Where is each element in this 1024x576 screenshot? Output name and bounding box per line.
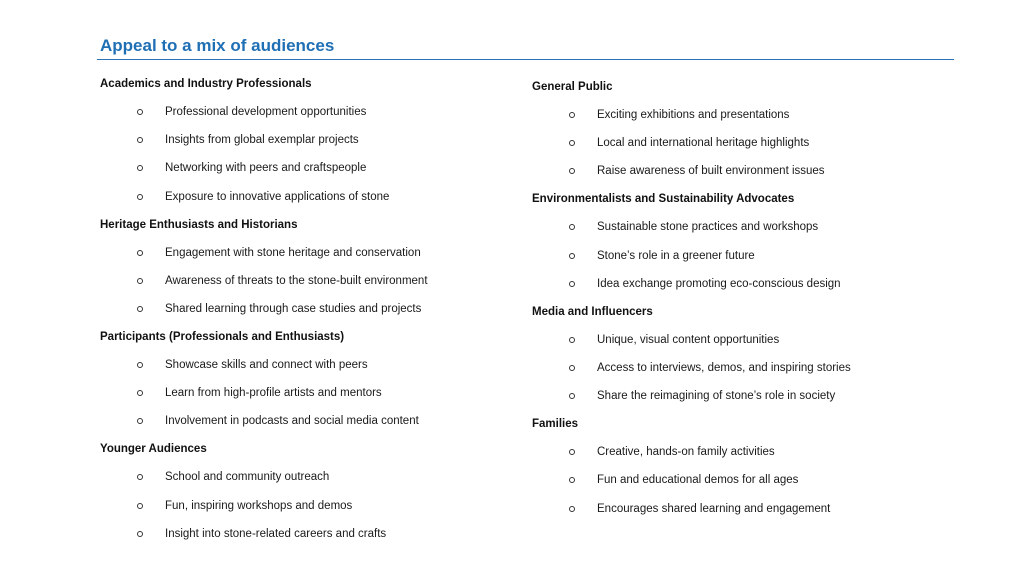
hollow-circle-bullet-icon [569, 337, 575, 343]
list-item-text: Fun and educational demos for all ages [597, 474, 799, 487]
list-item-text: Networking with peers and craftspeople [165, 162, 367, 175]
list-item-text: Access to interviews, demos, and inspiring stories [597, 361, 851, 374]
list-item-text: Creative, hands-on family activities [597, 446, 775, 459]
list-item [532, 330, 952, 350]
hollow-circle-bullet-icon [137, 250, 143, 256]
list-item-text: Insight into stone-related careers and crafts [165, 527, 387, 540]
list-item [532, 358, 952, 378]
list-item-text: Exciting exhibitions and presentations [597, 109, 790, 121]
audience-group-heading: Participants (Professionals and Enthusiasts) [100, 330, 345, 343]
list-item-text: Engagement with stone heritage and conservation [165, 246, 421, 259]
list-item-text: Professional development opportunities [165, 106, 367, 118]
list-item-text: Shared learning through case studies and projects [165, 302, 422, 315]
audience-benefit-list [100, 102, 520, 207]
list-item-text: Learn from high-profile artists and mentors [165, 387, 382, 400]
list-item [532, 470, 952, 490]
audience-benefit-list [100, 243, 520, 319]
list-item [100, 467, 520, 487]
list-item-text: Exposure to innovative applications of stone [165, 190, 390, 203]
left-column [100, 74, 520, 552]
list-item [532, 217, 952, 237]
hollow-circle-bullet-icon [137, 306, 143, 312]
list-item-text: Unique, visual content opportunities [597, 333, 780, 346]
list-item [532, 499, 952, 519]
hollow-circle-bullet-icon [569, 365, 575, 371]
list-item-text: Local and international heritage highlights [597, 137, 810, 150]
audience-group-heading: Environmentalists and Sustainability Advocates [532, 193, 795, 206]
audience-group-heading: Media and Influencers [532, 305, 653, 318]
audience-benefit-list [532, 105, 952, 181]
list-item [100, 411, 520, 431]
list-item [532, 133, 952, 153]
list-item [100, 130, 520, 150]
hollow-circle-bullet-icon [137, 278, 143, 284]
hollow-circle-bullet-icon [137, 474, 143, 480]
title-underline [97, 59, 954, 60]
list-item-text: Stone’s role in a greener future [597, 249, 755, 262]
list-item [532, 274, 952, 294]
audience-benefit-list [532, 330, 952, 406]
list-item [532, 105, 952, 125]
list-item [100, 524, 520, 544]
hollow-circle-bullet-icon [137, 362, 143, 368]
hollow-circle-bullet-icon [569, 168, 575, 174]
list-item-text: Showcase skills and connect with peers [165, 358, 368, 371]
hollow-circle-bullet-icon [137, 137, 143, 143]
list-item-text: Raise awareness of built environment issues [597, 165, 825, 178]
list-item-text: Encourages shared learning and engagement [597, 502, 831, 515]
hollow-circle-bullet-icon [569, 506, 575, 512]
hollow-circle-bullet-icon [569, 393, 575, 399]
list-item [100, 299, 520, 319]
hollow-circle-bullet-icon [137, 418, 143, 424]
hollow-circle-bullet-icon [569, 449, 575, 455]
list-item [100, 243, 520, 263]
hollow-circle-bullet-icon [569, 224, 575, 230]
hollow-circle-bullet-icon [569, 140, 575, 146]
audience-benefit-list [532, 217, 952, 293]
list-item [532, 442, 952, 462]
audience-group-heading: Academics and Industry Professionals [100, 78, 312, 90]
list-item [100, 496, 520, 516]
list-item-text: Sustainable stone practices and workshops [597, 221, 819, 234]
list-item-text: Awareness of threats to the stone-built environment [165, 274, 428, 287]
audience-benefit-list [100, 355, 520, 431]
list-item [100, 187, 520, 207]
slide-title: Appeal to a mix of audiences [100, 36, 335, 55]
list-item [532, 246, 952, 266]
list-item [532, 386, 952, 406]
list-item [100, 271, 520, 291]
audience-benefit-list [532, 442, 952, 518]
audience-group-heading: Heritage Enthusiasts and Historians [100, 218, 298, 231]
list-item [100, 383, 520, 403]
hollow-circle-bullet-icon [569, 253, 575, 259]
hollow-circle-bullet-icon [137, 390, 143, 396]
right-column [532, 77, 952, 527]
list-item-text: Insights from global exemplar projects [165, 134, 359, 147]
hollow-circle-bullet-icon [569, 112, 575, 118]
audience-benefit-list [100, 467, 520, 543]
list-item [100, 158, 520, 178]
list-item [532, 161, 952, 181]
list-item-text: Idea exchange promoting eco-conscious design [597, 277, 841, 290]
hollow-circle-bullet-icon [569, 477, 575, 483]
list-item-text: School and community outreach [165, 471, 330, 484]
list-item-text: Involvement in podcasts and social media content [165, 415, 419, 428]
hollow-circle-bullet-icon [137, 503, 143, 509]
list-item-text: Fun, inspiring workshops and demos [165, 499, 353, 512]
audience-group-heading: General Public [532, 81, 613, 93]
audience-group-heading: Younger Audiences [100, 443, 207, 456]
hollow-circle-bullet-icon [569, 281, 575, 287]
hollow-circle-bullet-icon [137, 109, 143, 115]
audience-group-heading: Families [532, 418, 579, 431]
hollow-circle-bullet-icon [137, 194, 143, 200]
hollow-circle-bullet-icon [137, 165, 143, 171]
hollow-circle-bullet-icon [137, 531, 143, 537]
list-item-text: Share the reimagining of stone’s role in society [597, 390, 836, 403]
list-item [100, 102, 520, 122]
list-item [100, 355, 520, 375]
